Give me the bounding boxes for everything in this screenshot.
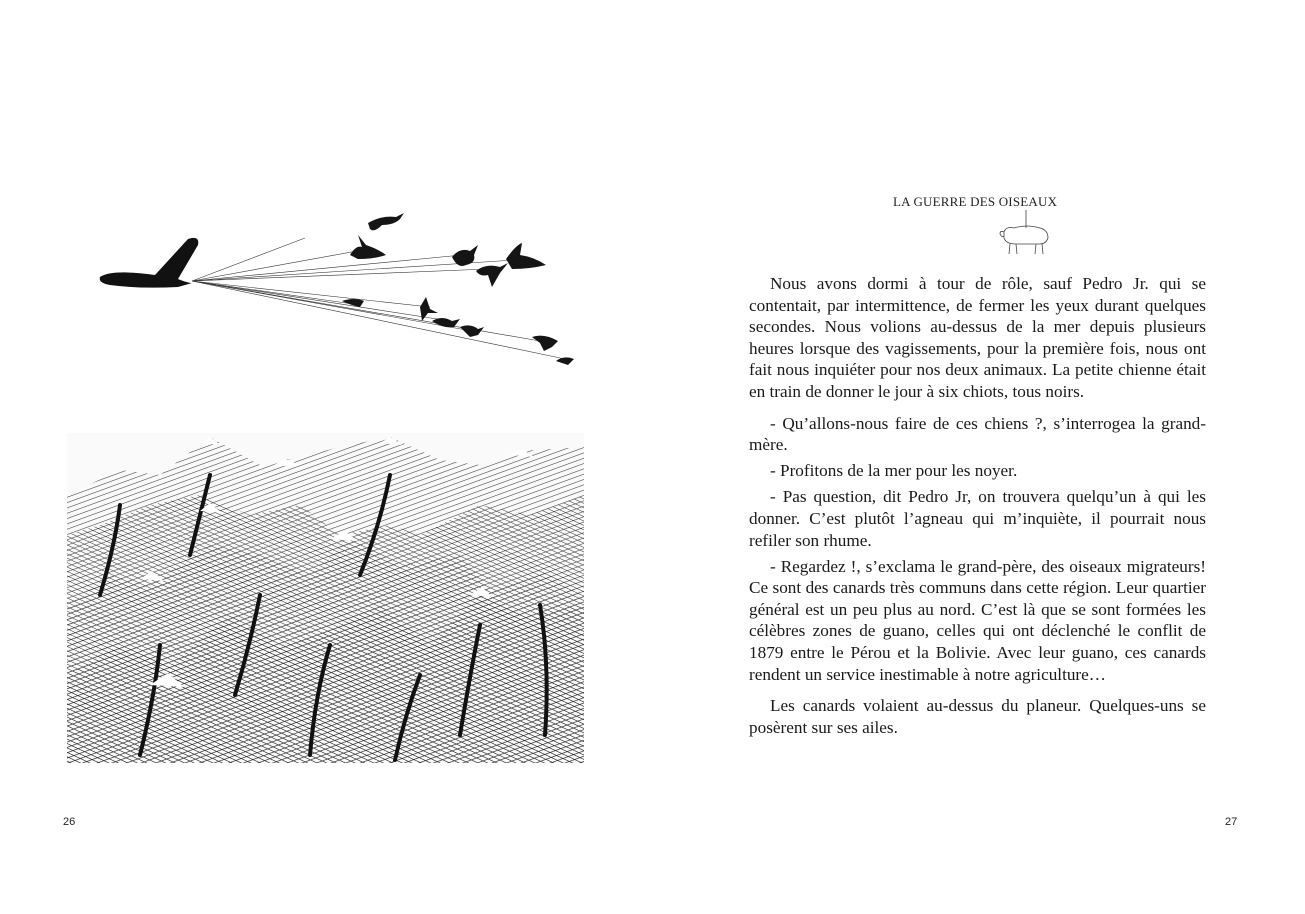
glider-icon bbox=[100, 238, 199, 288]
paragraph: Les canards volaient au-dessus du planeur. Quelques-uns se posèrent sur ses ailes. bbox=[749, 696, 1206, 737]
duck-icon bbox=[532, 336, 558, 351]
duck-icon bbox=[420, 297, 438, 321]
duck-icon bbox=[476, 263, 508, 287]
paragraph: Nous avons dormi à tour de rôle, sauf Pedro Jr. qui se contentait, par intermittence, de fermer les yeux durant quelques secondes. Nous volions au-dessus de la mer depuis plusieurs heures lorsque des vagissements, pour la première fois, nous ont fait nous inquiéter pour nos deux animaux. La petite chienne était en train de donner le jour à six chiots, tous noirs. bbox=[749, 274, 1206, 401]
duck-icon bbox=[506, 243, 546, 269]
paragraph: - Pas question, dit Pedro Jr, on trouvera quelqu’un à qui les donner. C’est plutôt l’agneau qui m’inquiète, il pourrait nous refiler son rhume. bbox=[749, 487, 1206, 550]
duck-icon bbox=[556, 357, 574, 365]
duck-icon bbox=[350, 235, 386, 259]
duck-flock bbox=[342, 213, 574, 365]
paragraph: - Regardez !, s’exclama le grand-père, des oiseaux migrateurs! Ce sont des canards très communs dans cette région. Leur quartier général est un peu plus au nord. C’est là que se sont formées les célèbres zones de guano, celles qui ont déclenché le conflit de 1879 entre le Pérou et la Bolivie. Avec leur guano, ces canards rendent un service inestimable à notre agriculture… bbox=[749, 556, 1206, 684]
duck-icon bbox=[460, 325, 484, 337]
duck-icon bbox=[432, 318, 460, 327]
paragraph: - Profitons de la mer pour les noyer. bbox=[770, 461, 1018, 481]
glider-mountains-illustration bbox=[60, 175, 590, 767]
paragraph: - Qu’allons-nous faire de ces chiens ?, s’interrogea la grand-mère. bbox=[749, 413, 1206, 455]
chapter-title: LA GUERRE DES OISEAUX bbox=[893, 194, 1058, 209]
chapter-body-text bbox=[749, 273, 1206, 743]
page-number-left: 26 bbox=[63, 816, 76, 828]
sheep-icon bbox=[996, 210, 1056, 260]
snowy-mountains bbox=[67, 433, 584, 763]
duck-icon bbox=[368, 213, 404, 230]
page-number-right: 27 bbox=[1225, 816, 1238, 828]
